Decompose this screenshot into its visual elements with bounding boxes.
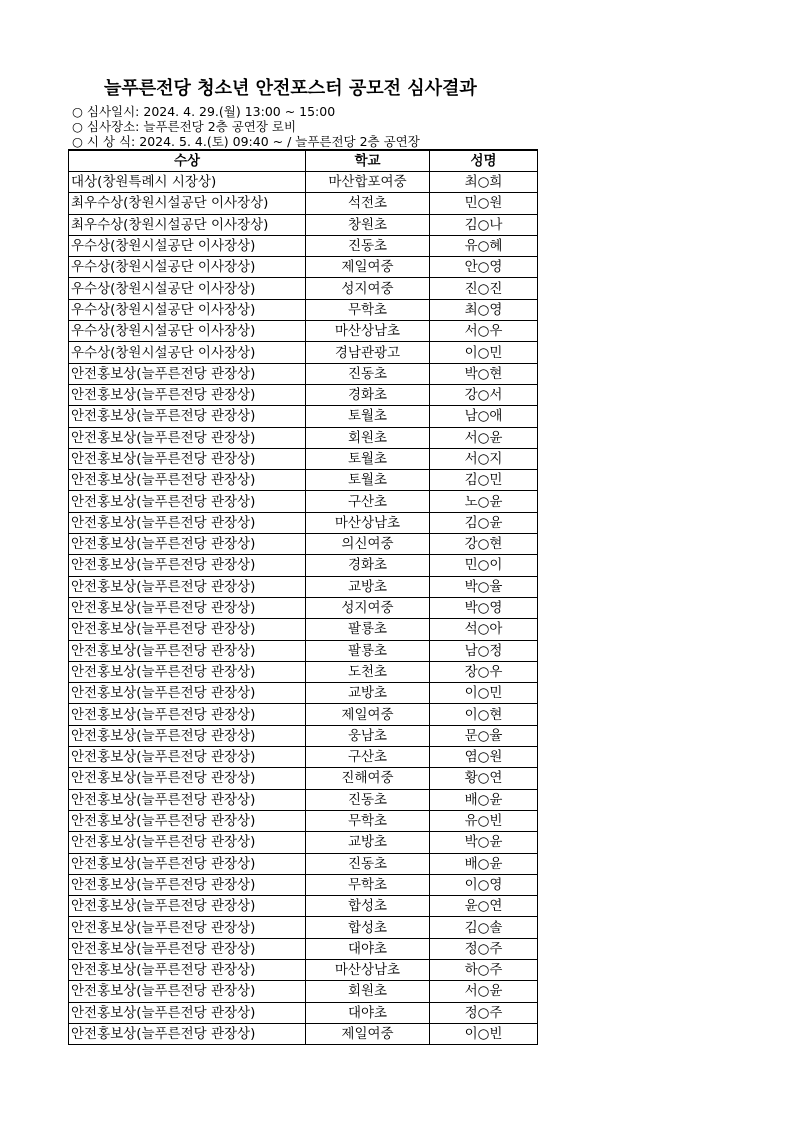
award-cell: 안전홍보상(늘푸른전당 관장상) xyxy=(69,384,306,405)
award-cell: 우수상(창원시설공단 이사장상) xyxy=(69,321,306,342)
table-row xyxy=(69,193,538,214)
name-cell: 배○윤 xyxy=(430,853,538,874)
table-row xyxy=(69,363,538,384)
name-cell: 남○정 xyxy=(430,640,538,661)
name-cell: 유○빈 xyxy=(430,810,538,831)
award-cell: 안전홍보상(늘푸른전당 관장상) xyxy=(69,896,306,917)
school-cell: 교방초 xyxy=(306,683,430,704)
school-cell: 도천초 xyxy=(306,661,430,682)
table-row xyxy=(69,874,538,895)
award-cell: 안전홍보상(늘푸른전당 관장상) xyxy=(69,534,306,555)
award-cell: 안전홍보상(늘푸른전당 관장상) xyxy=(69,981,306,1002)
school-cell: 석전초 xyxy=(306,193,430,214)
award-cell: 안전홍보상(늘푸른전당 관장상) xyxy=(69,938,306,959)
table-row xyxy=(69,981,538,1002)
award-cell: 안전홍보상(늘푸른전당 관장상) xyxy=(69,470,306,491)
school-cell: 구산초 xyxy=(306,747,430,768)
award-cell: 안전홍보상(늘푸른전당 관장상) xyxy=(69,363,306,384)
document-title: 늘푸른전당 청소년 안전포스터 공모전 심사결과 xyxy=(104,78,477,99)
info-judging-date: ○ 심사일시: 2024. 4. 29.(월) 13:00 ~ 15:00 xyxy=(72,104,336,119)
table-row xyxy=(69,214,538,235)
table-row xyxy=(69,640,538,661)
school-cell: 교방초 xyxy=(306,576,430,597)
table-row xyxy=(69,491,538,512)
table-row xyxy=(69,725,538,746)
table-row xyxy=(69,1002,538,1023)
table-row xyxy=(69,534,538,555)
name-cell: 이○현 xyxy=(430,704,538,725)
table-row xyxy=(69,299,538,320)
table-row xyxy=(69,235,538,256)
name-cell: 이○빈 xyxy=(430,1023,538,1044)
name-cell: 서○지 xyxy=(430,448,538,469)
award-cell: 안전홍보상(늘푸른전당 관장상) xyxy=(69,810,306,831)
award-cell: 안전홍보상(늘푸른전당 관장상) xyxy=(69,853,306,874)
name-cell: 김○윤 xyxy=(430,512,538,533)
school-cell: 마산상남초 xyxy=(306,321,430,342)
award-cell: 안전홍보상(늘푸른전당 관장상) xyxy=(69,768,306,789)
school-cell: 성지여중 xyxy=(306,597,430,618)
table-row xyxy=(69,832,538,853)
school-cell: 마산상남초 xyxy=(306,959,430,980)
award-cell: 안전홍보상(늘푸른전당 관장상) xyxy=(69,619,306,640)
name-cell: 박○현 xyxy=(430,363,538,384)
award-cell: 최우수상(창원시설공단 이사장상) xyxy=(69,214,306,235)
award-cell: 안전홍보상(늘푸른전당 관장상) xyxy=(69,1002,306,1023)
award-cell: 우수상(창원시설공단 이사장상) xyxy=(69,299,306,320)
results-body xyxy=(69,172,538,1045)
header-name: 성명 xyxy=(430,150,538,172)
table-row xyxy=(69,789,538,810)
table-row xyxy=(69,917,538,938)
school-cell: 대야초 xyxy=(306,1002,430,1023)
table-row xyxy=(69,342,538,363)
name-cell: 이○민 xyxy=(430,342,538,363)
award-cell: 안전홍보상(늘푸른전당 관장상) xyxy=(69,1023,306,1044)
table-row xyxy=(69,747,538,768)
school-cell: 토월초 xyxy=(306,470,430,491)
name-cell: 최○희 xyxy=(430,172,538,193)
school-cell: 대야초 xyxy=(306,938,430,959)
name-cell: 강○현 xyxy=(430,534,538,555)
school-cell: 웅남초 xyxy=(306,725,430,746)
school-cell: 경화초 xyxy=(306,555,430,576)
name-cell: 석○아 xyxy=(430,619,538,640)
name-cell: 유○혜 xyxy=(430,235,538,256)
name-cell: 박○윤 xyxy=(430,832,538,853)
name-cell: 김○민 xyxy=(430,470,538,491)
table-row xyxy=(69,321,538,342)
table-row xyxy=(69,257,538,278)
award-cell: 안전홍보상(늘푸른전당 관장상) xyxy=(69,683,306,704)
school-cell: 진해여중 xyxy=(306,768,430,789)
name-cell: 장○우 xyxy=(430,661,538,682)
table-row xyxy=(69,853,538,874)
school-cell: 마산합포여중 xyxy=(306,172,430,193)
award-cell: 안전홍보상(늘푸른전당 관장상) xyxy=(69,406,306,427)
name-cell: 김○솔 xyxy=(430,917,538,938)
award-cell: 안전홍보상(늘푸른전당 관장상) xyxy=(69,661,306,682)
table-row xyxy=(69,448,538,469)
award-cell: 안전홍보상(늘푸른전당 관장상) xyxy=(69,704,306,725)
table-row xyxy=(69,704,538,725)
school-cell: 마산상남초 xyxy=(306,512,430,533)
name-cell: 정○주 xyxy=(430,1002,538,1023)
school-cell: 무학초 xyxy=(306,874,430,895)
award-cell: 안전홍보상(늘푸른전당 관장상) xyxy=(69,789,306,810)
table-row xyxy=(69,512,538,533)
table-row xyxy=(69,896,538,917)
name-cell: 서○윤 xyxy=(430,981,538,1002)
name-cell: 진○진 xyxy=(430,278,538,299)
award-cell: 안전홍보상(늘푸른전당 관장상) xyxy=(69,576,306,597)
name-cell: 정○주 xyxy=(430,938,538,959)
table-row xyxy=(69,683,538,704)
school-cell: 창원초 xyxy=(306,214,430,235)
name-cell: 노○윤 xyxy=(430,491,538,512)
table-row xyxy=(69,470,538,491)
table-row xyxy=(69,555,538,576)
school-cell: 진동초 xyxy=(306,853,430,874)
school-cell: 토월초 xyxy=(306,406,430,427)
school-cell: 합성초 xyxy=(306,896,430,917)
name-cell: 서○우 xyxy=(430,321,538,342)
name-cell: 이○민 xyxy=(430,683,538,704)
table-row xyxy=(69,810,538,831)
school-cell: 성지여중 xyxy=(306,278,430,299)
school-cell: 합성초 xyxy=(306,917,430,938)
award-cell: 안전홍보상(늘푸른전당 관장상) xyxy=(69,512,306,533)
award-cell: 안전홍보상(늘푸른전당 관장상) xyxy=(69,427,306,448)
school-cell: 진동초 xyxy=(306,363,430,384)
award-cell: 안전홍보상(늘푸른전당 관장상) xyxy=(69,640,306,661)
table-row xyxy=(69,1023,538,1044)
table-row xyxy=(69,406,538,427)
results-table xyxy=(68,149,538,1045)
school-cell: 제일여중 xyxy=(306,704,430,725)
award-cell: 안전홍보상(늘푸른전당 관장상) xyxy=(69,917,306,938)
school-cell: 회원초 xyxy=(306,981,430,1002)
name-cell: 염○원 xyxy=(430,747,538,768)
table-row xyxy=(69,768,538,789)
name-cell: 하○주 xyxy=(430,959,538,980)
name-cell: 강○서 xyxy=(430,384,538,405)
table-row xyxy=(69,278,538,299)
name-cell: 안○영 xyxy=(430,257,538,278)
table-row xyxy=(69,619,538,640)
school-cell: 팔룡초 xyxy=(306,640,430,661)
school-cell: 무학초 xyxy=(306,299,430,320)
award-cell: 우수상(창원시설공단 이사장상) xyxy=(69,257,306,278)
award-cell: 안전홍보상(늘푸른전당 관장상) xyxy=(69,448,306,469)
school-cell: 무학초 xyxy=(306,810,430,831)
award-cell: 안전홍보상(늘푸른전당 관장상) xyxy=(69,874,306,895)
table-row xyxy=(69,959,538,980)
header-award: 수상 xyxy=(69,150,306,172)
award-cell: 안전홍보상(늘푸른전당 관장상) xyxy=(69,832,306,853)
name-cell: 황○연 xyxy=(430,768,538,789)
school-cell: 진동초 xyxy=(306,235,430,256)
award-cell: 우수상(창원시설공단 이사장상) xyxy=(69,278,306,299)
name-cell: 배○윤 xyxy=(430,789,538,810)
name-cell: 서○윤 xyxy=(430,427,538,448)
award-cell: 우수상(창원시설공단 이사장상) xyxy=(69,235,306,256)
name-cell: 남○애 xyxy=(430,406,538,427)
info-judging-place: ○ 심사장소: 늘푸른전당 2층 공연장 로비 xyxy=(72,119,297,134)
school-cell: 교방초 xyxy=(306,832,430,853)
table-row xyxy=(69,427,538,448)
award-cell: 안전홍보상(늘푸른전당 관장상) xyxy=(69,959,306,980)
name-cell: 박○율 xyxy=(430,576,538,597)
school-cell: 제일여중 xyxy=(306,257,430,278)
table-row xyxy=(69,172,538,193)
table-row xyxy=(69,384,538,405)
award-cell: 대상(창원특례시 시장상) xyxy=(69,172,306,193)
name-cell: 최○영 xyxy=(430,299,538,320)
name-cell: 이○영 xyxy=(430,874,538,895)
name-cell: 김○나 xyxy=(430,214,538,235)
name-cell: 윤○연 xyxy=(430,896,538,917)
award-cell: 우수상(창원시설공단 이사장상) xyxy=(69,342,306,363)
name-cell: 민○원 xyxy=(430,193,538,214)
school-cell: 회원초 xyxy=(306,427,430,448)
award-cell: 안전홍보상(늘푸른전당 관장상) xyxy=(69,491,306,512)
school-cell: 경남관광고 xyxy=(306,342,430,363)
table-row xyxy=(69,661,538,682)
name-cell: 민○이 xyxy=(430,555,538,576)
award-cell: 안전홍보상(늘푸른전당 관장상) xyxy=(69,597,306,618)
school-cell: 토월초 xyxy=(306,448,430,469)
table-row xyxy=(69,597,538,618)
school-cell: 제일여중 xyxy=(306,1023,430,1044)
name-cell: 문○율 xyxy=(430,725,538,746)
school-cell: 구산초 xyxy=(306,491,430,512)
table-header-row xyxy=(69,150,538,172)
award-cell: 안전홍보상(늘푸른전당 관장상) xyxy=(69,555,306,576)
school-cell: 진동초 xyxy=(306,789,430,810)
header-school: 학교 xyxy=(306,150,430,172)
info-award-ceremony: ○ 시 상 식: 2024. 5. 4.(토) 09:40 ~ / 늘푸른전당 2층 공연장 xyxy=(72,134,420,149)
school-cell: 팔룡초 xyxy=(306,619,430,640)
name-cell: 박○영 xyxy=(430,597,538,618)
award-cell: 안전홍보상(늘푸른전당 관장상) xyxy=(69,747,306,768)
award-cell: 최우수상(창원시설공단 이사장상) xyxy=(69,193,306,214)
school-cell: 경화초 xyxy=(306,384,430,405)
award-cell: 안전홍보상(늘푸른전당 관장상) xyxy=(69,725,306,746)
table-row xyxy=(69,576,538,597)
table-row xyxy=(69,938,538,959)
school-cell: 의신여중 xyxy=(306,534,430,555)
